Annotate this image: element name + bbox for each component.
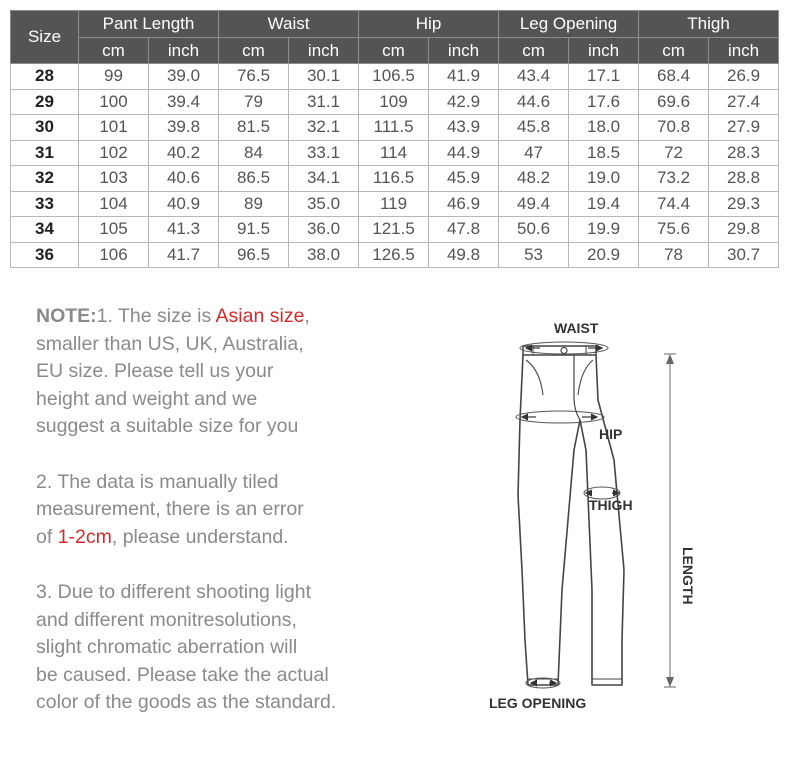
table-cell: 102 (79, 140, 149, 166)
table-cell: 42.9 (429, 89, 499, 115)
asian-size-highlight: Asian size (215, 305, 305, 327)
table-cell: 45.9 (429, 166, 499, 192)
table-cell: 73.2 (639, 166, 709, 192)
table-cell: 43.9 (429, 115, 499, 141)
note-3: 3. Due to different shooting light and different monitresolutions, slight chromatic aberration will be caused. Please take the actual color of the goods as the standard. (36, 580, 337, 714)
leg-opening-label: LEG OPENING (489, 695, 587, 711)
table-cell: 47.8 (429, 217, 499, 243)
table-cell: 101 (79, 115, 149, 141)
table-cell: 26.9 (709, 64, 779, 90)
size-cell: 29 (11, 89, 79, 115)
table-row (11, 140, 779, 166)
size-cell: 34 (11, 217, 79, 243)
table-cell: 38.0 (289, 242, 359, 268)
table-cell: 40.2 (149, 140, 219, 166)
thigh-label: THIGH (589, 497, 633, 513)
unit-header-inch: inch (709, 38, 779, 64)
table-row (11, 242, 779, 268)
note-2-text-b: , please understand. (111, 525, 289, 548)
size-table-body (11, 64, 779, 268)
table-cell: 36.0 (289, 217, 359, 243)
table-cell: 19.4 (569, 191, 639, 217)
table-cell: 79 (219, 89, 289, 115)
table-cell: 69.6 (639, 89, 709, 115)
table-cell: 104 (79, 191, 149, 217)
size-chart-table (10, 10, 779, 268)
note-2 (36, 469, 376, 552)
table-cell: 121.5 (359, 217, 429, 243)
table-row (11, 217, 779, 243)
unit-header-inch: inch (149, 38, 219, 64)
table-cell: 84 (219, 140, 289, 166)
table-cell: 32.1 (289, 115, 359, 141)
hip-label: HIP (599, 426, 623, 442)
table-cell: 45.8 (499, 115, 569, 141)
pants-outline-icon (470, 310, 730, 720)
error-range-highlight: 1-2cm (57, 525, 112, 548)
table-cell: 86.5 (219, 166, 289, 192)
table-cell: 50.6 (499, 217, 569, 243)
leg-opening-header: Leg Opening (499, 11, 639, 38)
table-cell: 72 (639, 140, 709, 166)
pants-measurement-diagram (470, 310, 730, 720)
table-cell: 109 (359, 89, 429, 115)
table-cell: 70.8 (639, 115, 709, 141)
table-cell: 40.6 (149, 166, 219, 192)
table-cell: 100 (79, 89, 149, 115)
size-cell: 36 (11, 242, 79, 268)
table-cell: 27.9 (709, 115, 779, 141)
table-cell: 17.1 (569, 64, 639, 90)
table-group-header-row (11, 11, 779, 38)
table-cell: 75.6 (639, 217, 709, 243)
table-cell: 68.4 (639, 64, 709, 90)
table-cell: 41.9 (429, 64, 499, 90)
table-cell: 78 (639, 242, 709, 268)
table-cell: 31.1 (289, 89, 359, 115)
table-cell: 81.5 (219, 115, 289, 141)
size-notes (36, 303, 376, 745)
unit-header-cm: cm (79, 38, 149, 64)
table-cell: 53 (499, 242, 569, 268)
table-cell: 19.0 (569, 166, 639, 192)
table-cell: 105 (79, 217, 149, 243)
note-1 (36, 303, 376, 441)
size-cell: 32 (11, 166, 79, 192)
note-1-text-a: 1. The size is (96, 305, 216, 327)
table-cell: 44.6 (499, 89, 569, 115)
table-cell: 29.8 (709, 217, 779, 243)
unit-header-cm: cm (639, 38, 709, 64)
table-row (11, 64, 779, 90)
table-cell: 114 (359, 140, 429, 166)
table-cell: 41.7 (149, 242, 219, 268)
table-cell: 39.0 (149, 64, 219, 90)
unit-header-cm: cm (499, 38, 569, 64)
table-cell: 44.9 (429, 140, 499, 166)
table-cell: 43.4 (499, 64, 569, 90)
table-cell: 89 (219, 191, 289, 217)
unit-header-inch: inch (289, 38, 359, 64)
table-row (11, 166, 779, 192)
table-cell: 103 (79, 166, 149, 192)
size-cell: 31 (11, 140, 79, 166)
table-cell: 28.8 (709, 166, 779, 192)
note-label: NOTE: (36, 305, 97, 327)
table-cell: 17.6 (569, 89, 639, 115)
table-cell: 111.5 (359, 115, 429, 141)
pant-length-header: Pant Length (79, 11, 219, 38)
size-cell: 28 (11, 64, 79, 90)
table-cell: 46.9 (429, 191, 499, 217)
table-cell: 106.5 (359, 64, 429, 90)
waist-label: WAIST (554, 320, 599, 336)
table-row (11, 89, 779, 115)
size-cell: 33 (11, 191, 79, 217)
table-cell: 27.4 (709, 89, 779, 115)
table-unit-header-row (11, 38, 779, 64)
table-cell: 30.1 (289, 64, 359, 90)
waist-header: Waist (219, 11, 359, 38)
table-cell: 91.5 (219, 217, 289, 243)
note-1-text-b: , smaller than US, UK, Australia, EU size. Please tell us your height and weight and we suggest a suitable size for you (36, 305, 310, 438)
table-cell: 49.8 (429, 242, 499, 268)
unit-header-cm: cm (359, 38, 429, 64)
thigh-header: Thigh (639, 11, 779, 38)
unit-header-inch: inch (429, 38, 499, 64)
table-cell: 41.3 (149, 217, 219, 243)
table-row (11, 191, 779, 217)
table-cell: 35.0 (289, 191, 359, 217)
table-cell: 106 (79, 242, 149, 268)
table-cell: 96.5 (219, 242, 289, 268)
unit-header-inch: inch (569, 38, 639, 64)
table-cell: 20.9 (569, 242, 639, 268)
unit-header-cm: cm (219, 38, 289, 64)
table-cell: 18.0 (569, 115, 639, 141)
table-cell: 18.5 (569, 140, 639, 166)
table-cell: 74.4 (639, 191, 709, 217)
table-cell: 48.2 (499, 166, 569, 192)
size-cell: 30 (11, 115, 79, 141)
size-column-header: Size (11, 11, 79, 64)
table-cell: 29.3 (709, 191, 779, 217)
table-cell: 126.5 (359, 242, 429, 268)
table-cell: 39.4 (149, 89, 219, 115)
table-cell: 33.1 (289, 140, 359, 166)
table-cell: 47 (499, 140, 569, 166)
table-cell: 19.9 (569, 217, 639, 243)
table-cell: 116.5 (359, 166, 429, 192)
table-cell: 39.8 (149, 115, 219, 141)
table-cell: 76.5 (219, 64, 289, 90)
table-cell: 34.1 (289, 166, 359, 192)
hip-header: Hip (359, 11, 499, 38)
table-cell: 28.3 (709, 140, 779, 166)
table-row (11, 115, 779, 141)
note-2-text-a: 2. The data is manually tiled measurement, there is an error of (36, 470, 304, 548)
table-cell: 40.9 (149, 191, 219, 217)
table-cell: 30.7 (709, 242, 779, 268)
table-cell: 119 (359, 191, 429, 217)
table-cell: 99 (79, 64, 149, 90)
table-cell: 49.4 (499, 191, 569, 217)
length-label: LENGTH (680, 547, 696, 605)
